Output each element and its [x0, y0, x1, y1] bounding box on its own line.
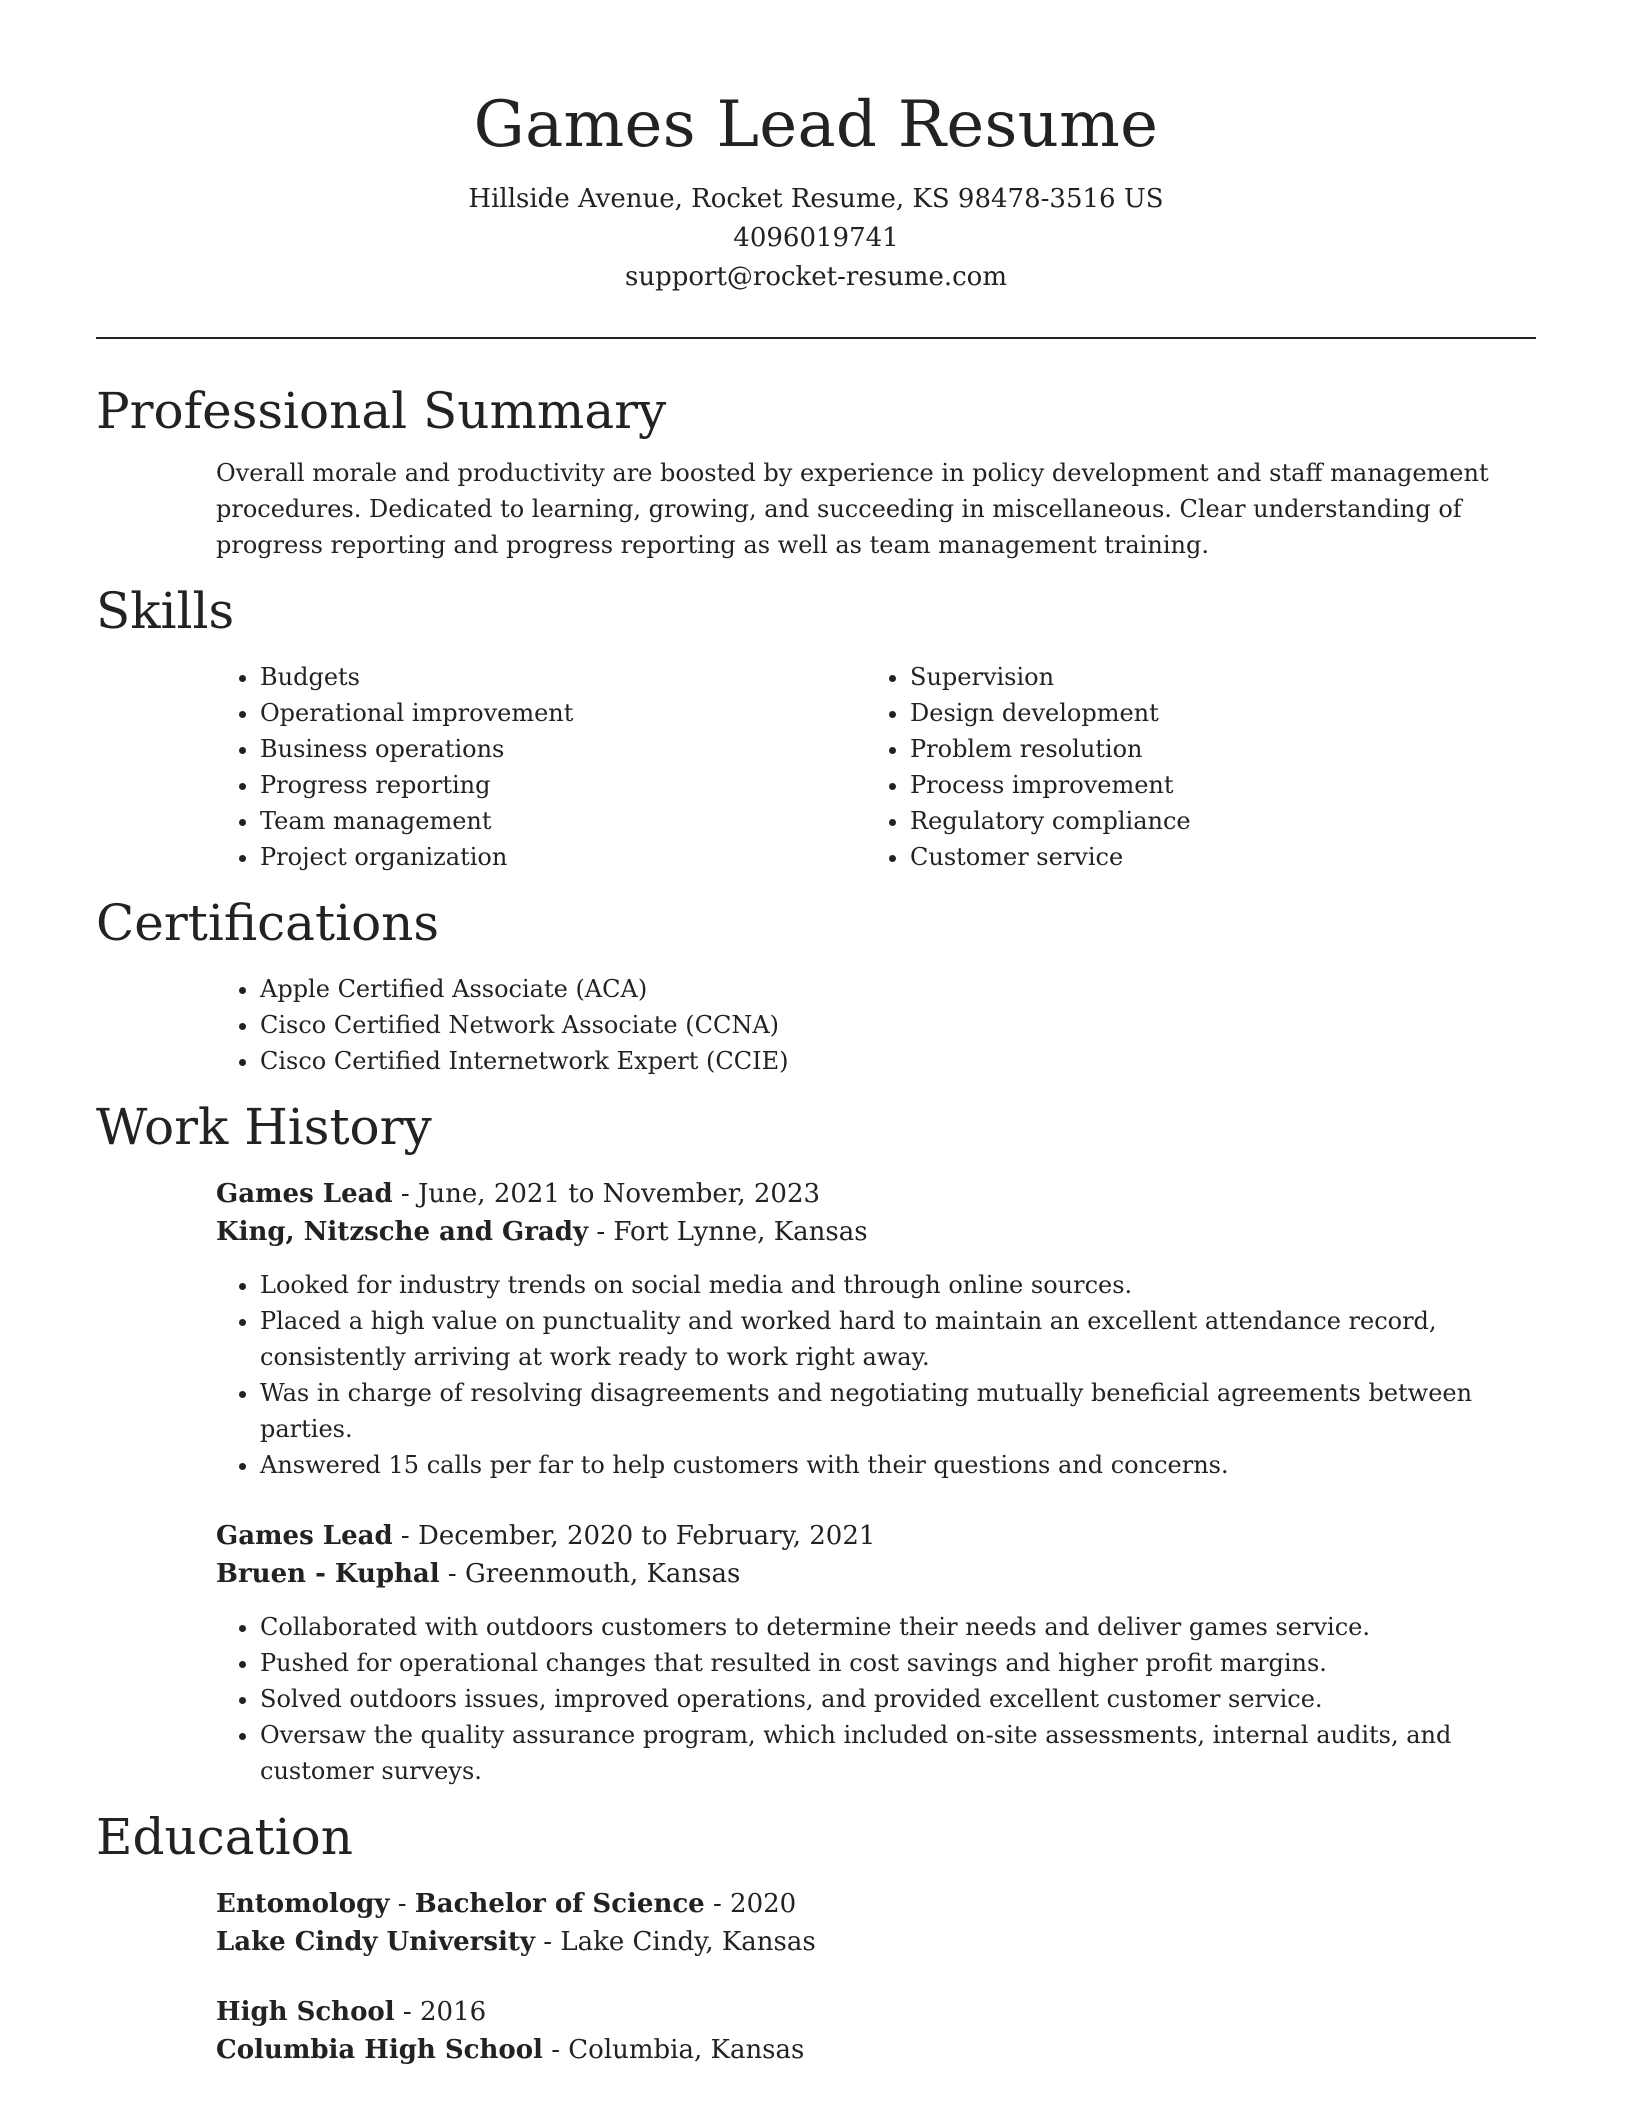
- job-entry: [216, 1175, 1536, 1251]
- job-bullets: [216, 1267, 1536, 1483]
- job-bullet: • Placed a high value on punctuality and worked hard to maintain an excellent attendance record, consistently arriving at work ready to work right away.: [260, 1303, 1536, 1375]
- job-location: Greenmouth, Kansas: [464, 1559, 741, 1589]
- skill-item: • Team management: [260, 803, 866, 839]
- job-company: Bruen - Kuphal: [216, 1559, 440, 1589]
- certification-item: • Apple Certified Associate (ACA): [260, 971, 1536, 1007]
- resume-page: [96, 0, 1536, 2069]
- job-title-line: Games Lead - December, 2020 to February, 2021: [216, 1521, 876, 1551]
- resume-title: Games Lead Resume: [473, 88, 1159, 162]
- job-company-line: Bruen - Kuphal - Greenmouth, Kansas: [216, 1559, 741, 1589]
- header-divider: [96, 337, 1536, 339]
- education-school-line: Columbia High School - Columbia, Kansas: [216, 2035, 805, 2065]
- education-school: Lake Cindy University: [216, 1927, 535, 1957]
- job-bullet: • Pushed for operational changes that resulted in cost savings and higher profit margins.: [260, 1645, 1536, 1681]
- job-company: King, Nitzsche and Grady: [216, 1217, 589, 1247]
- job-dates: December, 2020 to February, 2021: [417, 1521, 876, 1551]
- skills-column-left: [216, 659, 866, 875]
- job-bullet: • Was in charge of resolving disagreements and negotiating mutually beneficial agreements between parties.: [260, 1375, 1536, 1447]
- skill-item: • Progress reporting: [260, 767, 866, 803]
- education-degree: High School: [216, 1997, 395, 2027]
- email-address: support@rocket-resume.com: [624, 262, 1007, 292]
- job-position: Games Lead: [216, 1521, 393, 1551]
- skill-item: • Supervision: [910, 659, 1516, 695]
- section-title-summary: Professional Summary: [96, 382, 667, 440]
- section-title-education: Education: [96, 1808, 353, 1866]
- education-year: 2016: [419, 1997, 487, 2027]
- skill-item: • Budgets: [260, 659, 866, 695]
- skills-column-right: [866, 659, 1516, 875]
- section-title-certifications: Certifications: [96, 894, 440, 952]
- education-entry: [216, 1993, 1536, 2069]
- certification-item: • Cisco Certified Network Associate (CCNA): [260, 1007, 1536, 1043]
- job-bullet: • Oversaw the quality assurance program, which included on-site assessments, internal audits, and customer surveys.: [260, 1717, 1536, 1789]
- job-entry: [216, 1517, 1536, 1593]
- skill-item: • Design development: [910, 695, 1516, 731]
- job-bullet: • Solved outdoors issues, improved operations, and provided excellent customer service.: [260, 1681, 1536, 1717]
- certifications-list: [216, 971, 1536, 1079]
- education-degree-line: Entomology - Bachelor of Science - 2020: [216, 1889, 797, 1919]
- job-bullet: • Looked for industry trends on social media and through online sources.: [260, 1267, 1536, 1303]
- skill-item: • Process improvement: [910, 767, 1516, 803]
- skill-item: • Project organization: [260, 839, 866, 875]
- skill-item: • Regulatory compliance: [910, 803, 1516, 839]
- job-bullet: • Collaborated with outdoors customers to determine their needs and deliver games service.: [260, 1609, 1536, 1645]
- summary-text: Overall morale and productivity are boosted by experience in policy development and staff management procedures. Dedicated to learning, growing, and succeeding in miscellaneous. Clear understanding of progress reporting and progress reporting as well as team management training.: [216, 459, 1489, 559]
- job-location: Fort Lynne, Kansas: [613, 1217, 868, 1247]
- section-title-work-history: Work History: [96, 1098, 432, 1156]
- job-company-line: King, Nitzsche and Grady - Fort Lynne, Kansas: [216, 1217, 868, 1247]
- education-school-line: Lake Cindy University - Lake Cindy, Kansas: [216, 1927, 816, 1957]
- phone-number: 4096019741: [733, 223, 899, 253]
- education-entry: [216, 1885, 1536, 1961]
- education-school: Columbia High School: [216, 2035, 543, 2065]
- certification-item: • Cisco Certified Internetwork Expert (CCIE): [260, 1043, 1536, 1079]
- education-degree-line: High School - 2016: [216, 1997, 487, 2027]
- job-position: Games Lead: [216, 1179, 393, 1209]
- skills-list: [216, 659, 1536, 875]
- skill-item: • Business operations: [260, 731, 866, 767]
- skill-item: • Operational improvement: [260, 695, 866, 731]
- skill-item: • Problem resolution: [910, 731, 1516, 767]
- education-degree: Bachelor of Science: [414, 1889, 705, 1919]
- skill-item: • Customer service: [910, 839, 1516, 875]
- education-field: Entomology: [216, 1889, 390, 1919]
- education-location: Lake Cindy, Kansas: [560, 1927, 816, 1957]
- job-bullet: • Answered 15 calls per far to help customers with their questions and concerns.: [260, 1447, 1536, 1483]
- section-title-skills: Skills: [96, 582, 235, 640]
- job-dates: June, 2021 to November, 2023: [417, 1179, 821, 1209]
- job-bullets: [216, 1609, 1536, 1789]
- job-title-line: Games Lead - June, 2021 to November, 2023: [216, 1179, 821, 1209]
- education-year: 2020: [730, 1889, 797, 1919]
- education-location: Columbia, Kansas: [568, 2035, 805, 2065]
- address: Hillside Avenue, Rocket Resume, KS 98478-3516 US: [468, 184, 1164, 214]
- resume-header: [96, 0, 1536, 297]
